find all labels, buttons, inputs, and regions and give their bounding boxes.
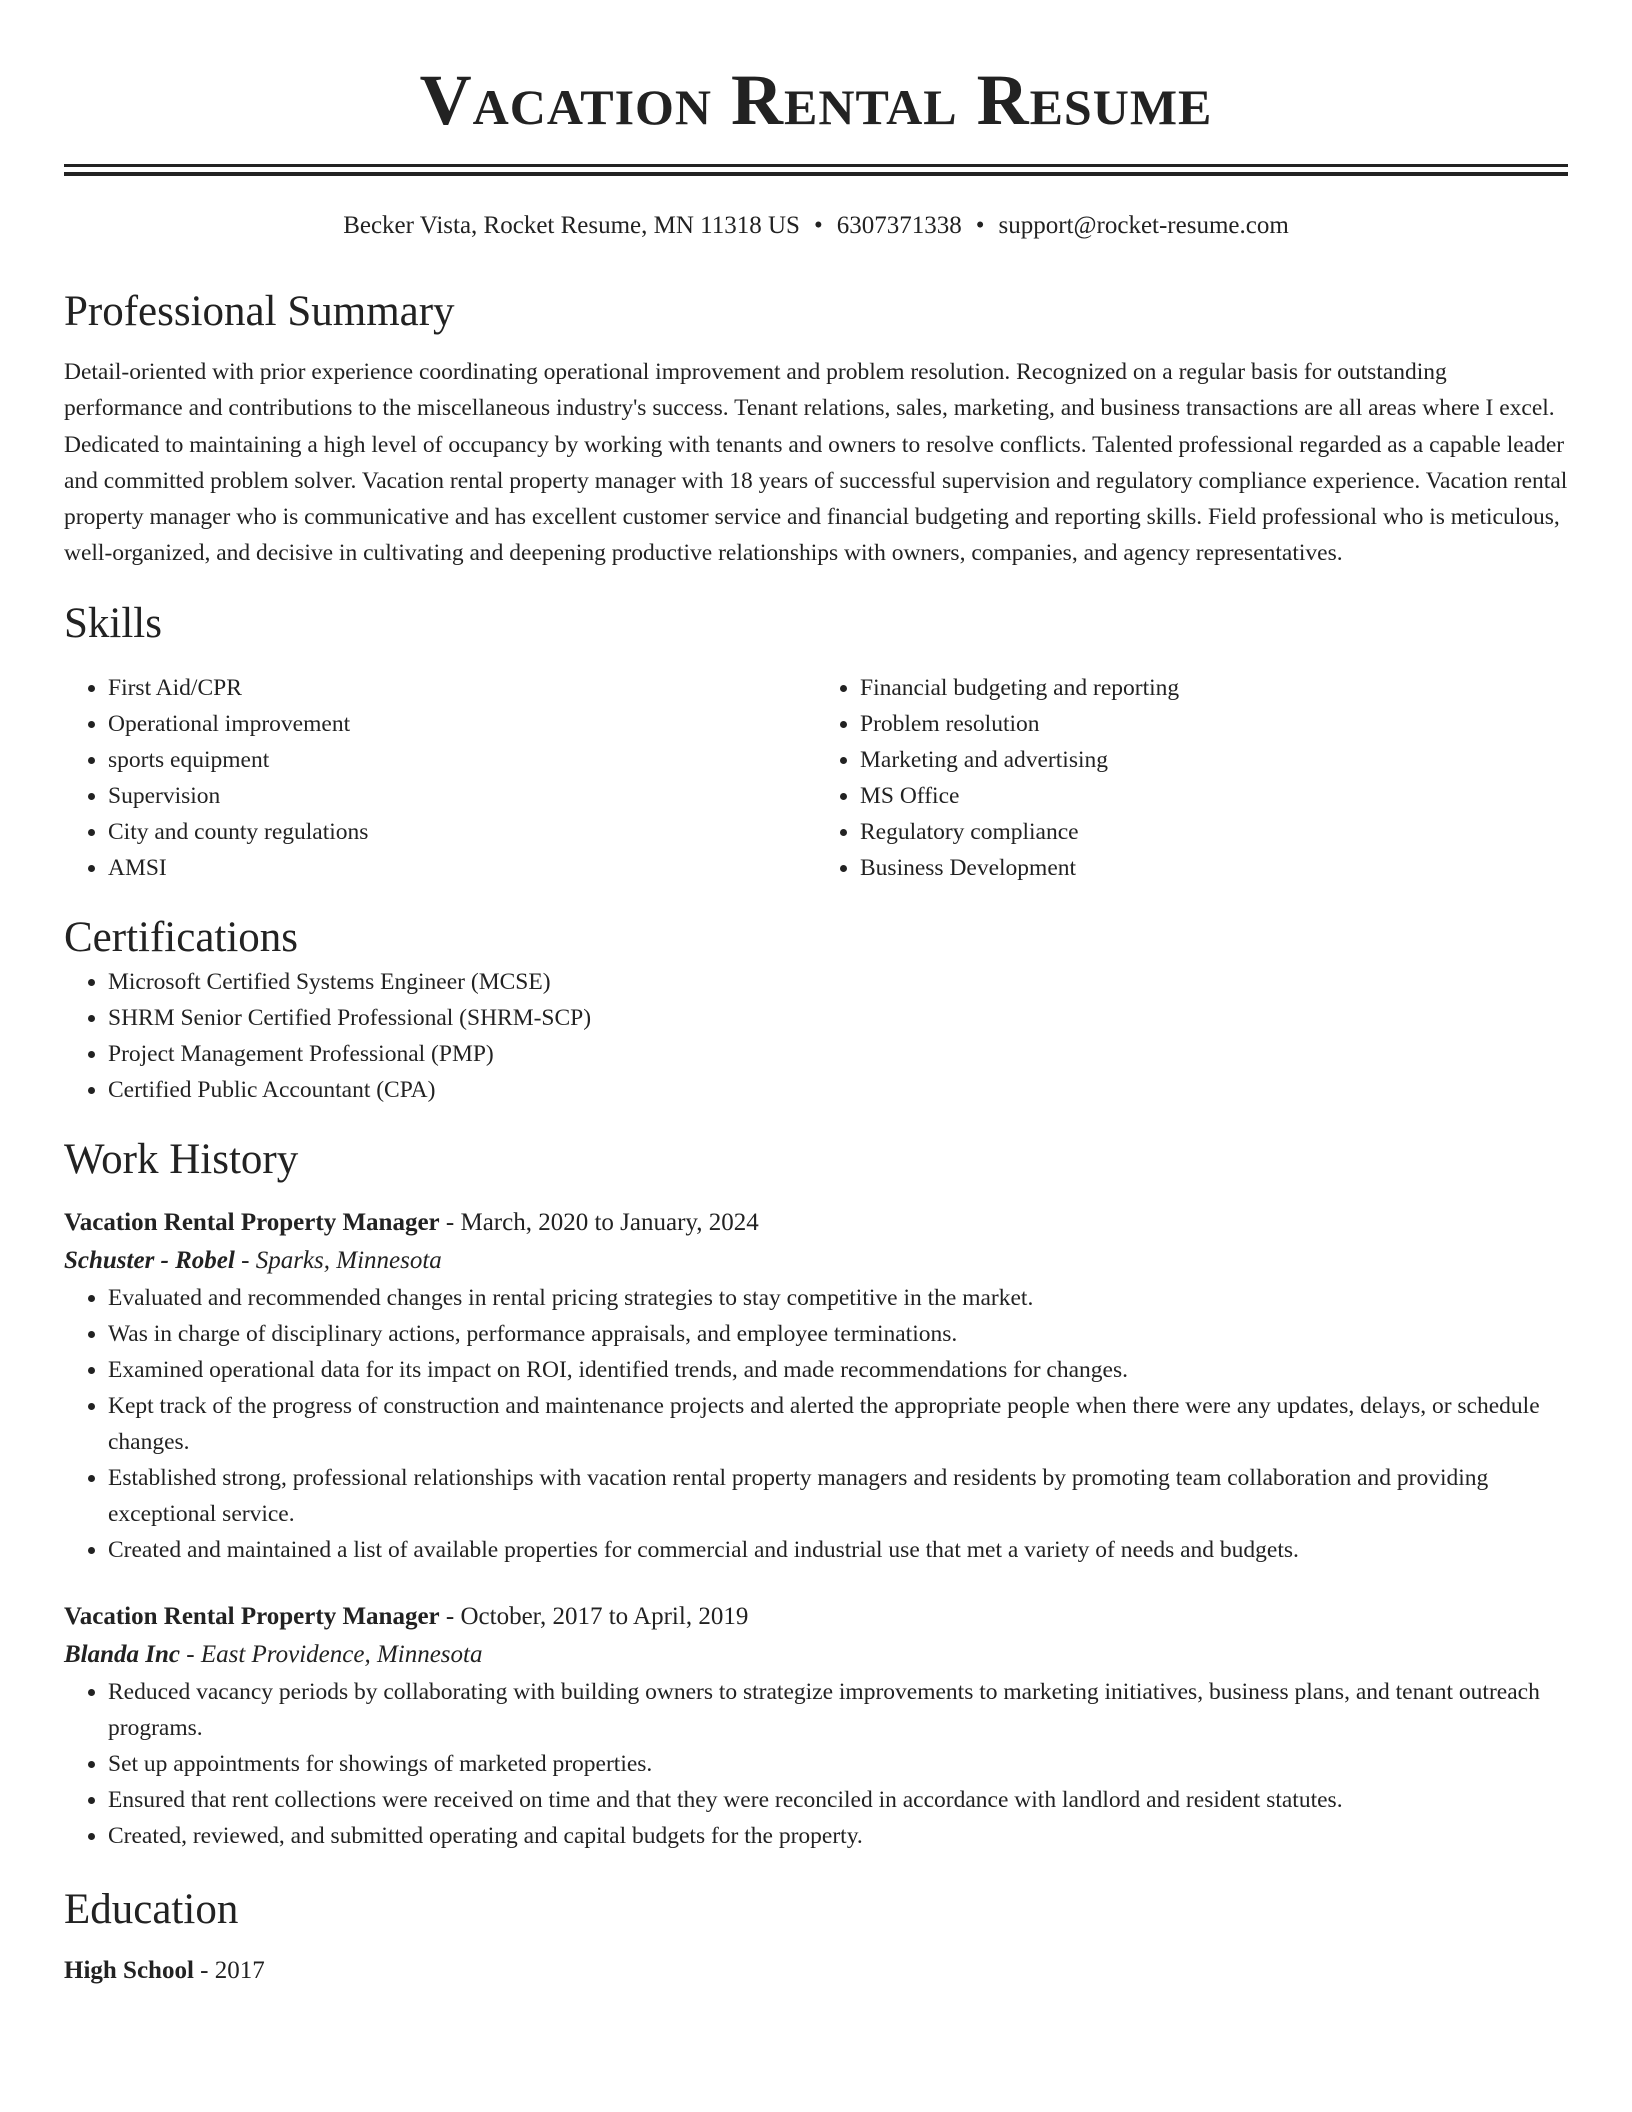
header-divider-thick [64,164,1568,167]
job-employer: Blanda Inc - East Providence, Minnesota [64,1640,483,1668]
job-title: Vacation Rental Property Manager [64,1208,440,1236]
job-entry [64,1598,1568,1854]
job-employer: Schuster - Robel - Sparks, Minnesota [64,1246,442,1274]
skill-item: • First Aid/CPR [108,670,816,706]
skills-grid [64,670,1568,886]
contact-separator: • [975,212,985,239]
skills-list-right [816,670,1568,886]
section-heading-education: Education [64,1885,239,1933]
section-heading-summary: Professional Summary [64,288,455,335]
job-bullet: • Evaluated and recommended changes in rental pricing strategies to stay competitive in the market. [108,1280,1568,1316]
skill-item: • AMSI [108,850,816,886]
education-degree: High School [64,1956,194,1984]
job-bullet: • Established strong, professional relationships with vacation rental property managers and residents by promoting team collaboration and providing exceptional service. [108,1460,1568,1532]
summary-paragraph: Detail-oriented with prior experience coordinating operational improvement and problem resolution. Recognized on a regular basis for outstanding performance and contributions to the miscellaneous industry's success. Tenant relations, sales, marketing, and business transactions are all areas where I excel. Dedicated to maintaining a high level of occupancy by working with tenants and owners to resolve conflicts. Talented professional regarded as a capable leader and committed problem solver. Vacation rental property manager with 18 years of successful supervision and regulatory compliance experience. Vacation rental property manager who is communicative and has excellent customer service and financial budgeting and reporting skills. Field professional who is meticulous, well-organized, and decisive in cultivating and deepening productive relationships with owners, companies, and agency representatives. [64,359,1568,567]
job-bullet: • Examined operational data for its impact on ROI, identified trends, and made recommendations for changes. [108,1352,1568,1388]
skill-item: • Marketing and advertising [860,742,1568,778]
certifications-list [64,964,1568,1108]
skill-item: • Supervision [108,778,816,814]
skills-list-left [64,670,816,886]
job-dates: October, 2017 to April, 2019 [460,1602,749,1630]
job-title: Vacation Rental Property Manager [64,1602,440,1630]
contact-line [64,210,1568,242]
job-location: East Providence, Minnesota [200,1640,483,1668]
certification-item: • Project Management Professional (PMP) [108,1036,1568,1072]
job-location: Sparks, Minnesota [255,1246,442,1274]
job-bullet: • Created, reviewed, and submitted operating and capital budgets for the property. [108,1818,1568,1854]
skill-item: • MS Office [860,778,1568,814]
education-year: 2017 [214,1956,265,1984]
job-bullet: • Kept track of the progress of construction and maintenance projects and alerted the appropriate people when there were any updates, delays, or schedule changes. [108,1388,1568,1460]
job-bullet: • Was in charge of disciplinary actions, performance appraisals, and employee terminations. [108,1316,1568,1352]
contact-email: support@rocket-resume.com [998,212,1289,239]
job-header: Vacation Rental Property Manager - October, 2017 to April, 2019 [64,1602,749,1630]
job-bullet: • Created and maintained a list of available properties for commercial and industrial use that met a variety of needs and budgets. [108,1532,1568,1568]
certification-item: • Certified Public Accountant (CPA) [108,1072,1568,1108]
resume-title: Vacation Rental Resume [419,60,1213,140]
contact-phone: 6307371338 [836,212,962,239]
certification-item: • Microsoft Certified Systems Engineer (MCSE) [108,964,1568,1000]
job-header: Vacation Rental Property Manager - March, 2020 to January, 2024 [64,1208,759,1236]
header-divider-thin [64,172,1568,176]
job-bullets [64,1674,1568,1854]
job-company: Blanda Inc [64,1640,181,1668]
section-heading-skills: Skills [64,599,162,647]
contact-separator: • [813,212,823,239]
job-bullet: • Ensured that rent collections were received on time and that they were reconciled in accordance with landlord and resident statutes. [108,1782,1568,1818]
section-heading-work-history: Work History [64,1135,299,1183]
skill-item: • Business Development [860,850,1568,886]
job-bullet: • Reduced vacancy periods by collaborating with building owners to strategize improvements to marketing initiatives, business plans, and tenant outreach programs. [108,1674,1568,1746]
job-dates: March, 2020 to January, 2024 [460,1208,759,1236]
section-heading-certifications: Certifications [64,913,299,961]
job-company: Schuster - Robel [64,1246,235,1274]
skill-item: • City and county regulations [108,814,816,850]
skill-item: • Problem resolution [860,706,1568,742]
skill-item: • Regulatory compliance [860,814,1568,850]
education-entry: High School - 2017 [64,1956,265,1984]
job-bullets [64,1280,1568,1568]
certification-item: • SHRM Senior Certified Professional (SHRM-SCP) [108,1000,1568,1036]
job-bullet: • Set up appointments for showings of marketed properties. [108,1746,1568,1782]
skill-item: • Operational improvement [108,706,816,742]
skill-item: • Financial budgeting and reporting [860,670,1568,706]
skill-item: • sports equipment [108,742,816,778]
contact-address: Becker Vista, Rocket Resume, MN 11318 US [343,212,800,239]
job-entry [64,1204,1568,1568]
